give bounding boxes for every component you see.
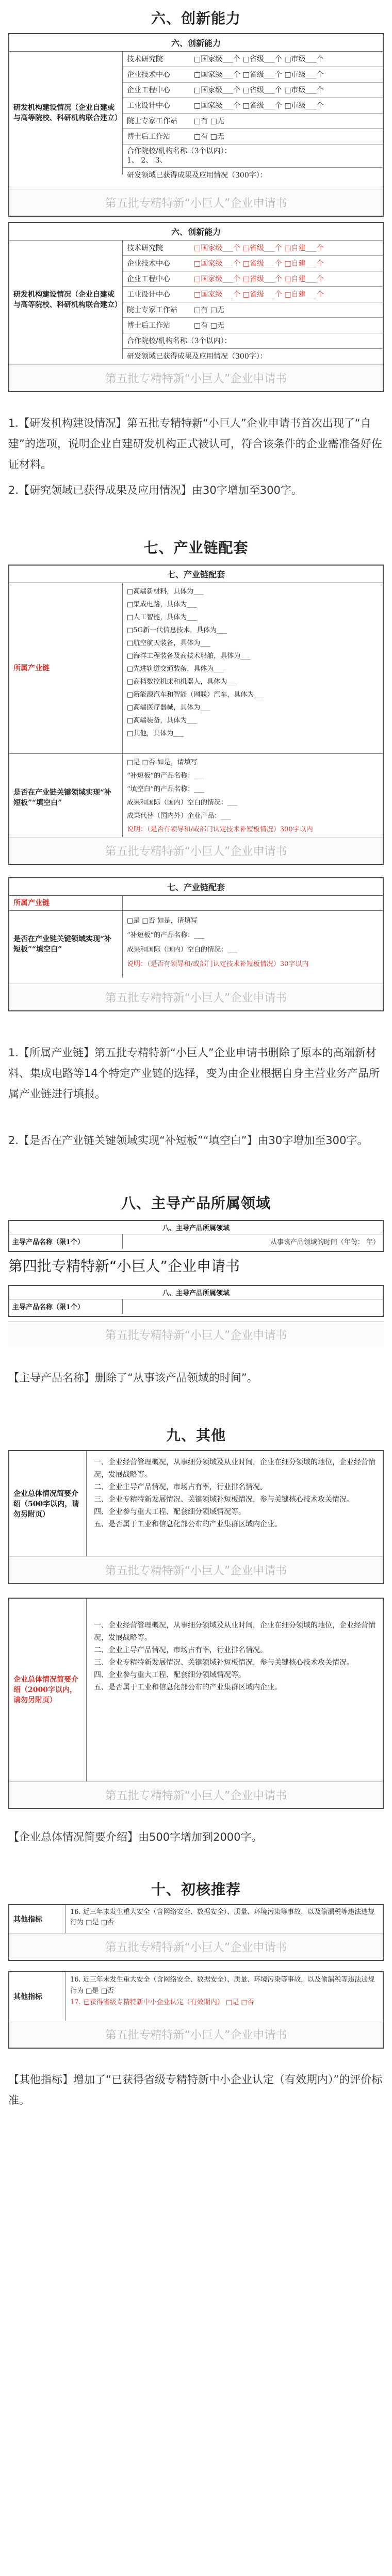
row-label: 企业总体情况简要介绍（500字以内，请勿另附页） xyxy=(9,1451,87,1557)
paragraph-other: 【企业总体情况简要介绍】由500字增加到2000字。 xyxy=(8,1831,263,1843)
indicator-choice: □是 □否 xyxy=(86,1987,114,1995)
intro-point: 四、企业参与重大工程、配套细分领域情况等。 xyxy=(94,1508,246,1516)
form-caption-fourth-batch: 第四批专精特新“小巨人”企业申请书 xyxy=(8,1258,240,1275)
section-title-other: 九、其他 xyxy=(166,1427,226,1444)
form-caption: 第五批专精特新“小巨人”企业申请书 xyxy=(9,1781,383,1808)
indicator-choice: □是 □否 xyxy=(86,1919,114,1926)
indicator-item: 16. 近三年未发生重大安全（含网络安全、数据安全）、质量、环境污染等事故，以及偷漏税等违法违规行为 xyxy=(70,1908,375,1926)
intro-point: 二、企业主导产品情况，市场占有率，行业排名情况。 xyxy=(94,1646,267,1654)
section-title-industry-chain: 七、产业链配套 xyxy=(143,539,249,556)
form-caption: 第五批专精特新“小巨人”企业申请书 xyxy=(9,837,383,864)
indicator-choice: □是 □否 xyxy=(225,1999,254,2006)
chain-text: 说明：（是否有领导和/或部门认定技术补短板情况）300字以内 xyxy=(127,826,313,833)
intro-point: 四、企业参与重大工程、配套细分领域情况等。 xyxy=(94,1671,246,1679)
row-label: 研发机构建设情况（企业自建或与高等院校、科研机构联合建立） xyxy=(9,240,123,359)
row-label: 所属产业链 xyxy=(9,896,123,910)
form-caption: 第五批专精特新“小巨人”企业申请书 xyxy=(9,1556,383,1583)
intro-point: 一、企业经营管理概况，从事细分领域及从业时间，企业在细分领域的地位，企业经营情况，发展战略等。 xyxy=(94,1458,375,1479)
form-row: 技术研究院 □国家级___个 □省级___个 □自建___个 xyxy=(123,240,383,256)
section-title-recommendation: 十、初核推荐 xyxy=(151,1881,241,1898)
form-row: 院士专家工作站 □有 □无 xyxy=(123,114,383,129)
chain-option: □先进轨道交通装备，具体为___ xyxy=(127,665,224,673)
chain-text: □是 □否 如是，请填写 xyxy=(127,759,198,766)
form-image-innovation-compare xyxy=(8,222,384,392)
row-label: 其他指标 xyxy=(9,1972,66,2022)
form-row: 工业设计中心 □国家级___个 □省级___个 □市级___个 xyxy=(123,98,383,114)
intro-point: 五、是否属于工业和信息化部公布的产业集群区域内企业。 xyxy=(94,1520,282,1528)
form-title: 六、创新能力 xyxy=(9,34,383,52)
row-label: 是否在产业链关键领域实现“补短板”“填空白” xyxy=(9,911,123,978)
chain-text: 成果和国际（国内）空白的情况：___ xyxy=(127,799,238,807)
row-value xyxy=(123,1299,383,1314)
form-row: 合作院校/机构名称（3个以内）： 1、 2、 3、 xyxy=(123,144,383,168)
form-row: 企业工程中心 □国家级___个 □省级___个 □自建___个 xyxy=(123,271,383,287)
paragraph-industry-chain-1: 1.【所属产业链】第五批专精特新“小巨人”企业申请书删除了原本的高端新材料、集成电路等14个特定产业链的选择，变为由企业根据自身主营业务产品所属产业链进行填报。 xyxy=(8,1046,380,1100)
chain-text: “补短板”的产品名称：___ xyxy=(127,931,204,939)
form-title: 七、产业链配套 xyxy=(9,878,383,896)
row-label: 其他指标 xyxy=(9,1905,66,1934)
chain-text: 成果代替（国内外）企业产品：___ xyxy=(127,812,231,820)
form-title: 八、主导产品所属领域 xyxy=(9,1286,383,1299)
form-title: 六、创新能力 xyxy=(9,223,383,240)
indicator-item-new: 17. 已获得省级专精特新中小企业认定（有效期内） xyxy=(70,1999,224,2006)
form-image-product-domain-old xyxy=(8,1220,384,1252)
row-label: 所属产业链 xyxy=(9,583,123,753)
paragraph-product-domain: 【主导产品名称】删除了“从事该产品领域的时间”。 xyxy=(8,1372,258,1384)
form-title: 八、主导产品所属领域 xyxy=(9,1221,383,1234)
row-label: 企业总体情况简要介绍（2000字以内，请勿另附页） xyxy=(9,1599,87,1781)
chain-option: □5G新一代信息技术，具体为___ xyxy=(127,626,227,634)
indicator-item: 16. 近三年未发生重大安全（含网络安全、数据安全）、质量、环境污染等事故，以及偷漏税等违法违规行为 xyxy=(70,1976,375,1995)
chain-option: □高端装备，具体为___ xyxy=(127,717,197,725)
form-image-other-new xyxy=(8,1450,384,1584)
form-row: 企业工程中心 □国家级___个 □省级___个 □市级___个 xyxy=(123,83,383,98)
form-caption: 第五批专精特新“小巨人”企业申请书 xyxy=(9,1933,383,1960)
row-value: 从事该产品领域的时间（年份： 年） xyxy=(270,1238,380,1246)
chain-text: □是 □否 如是，请填写 xyxy=(127,917,198,925)
form-title: 七、产业链配套 xyxy=(9,566,383,583)
row-label: 研发机构建设情况（企业自建或与高等院校、科研机构联合建立） xyxy=(9,52,123,174)
chain-option: □高档数控机床和机器人，具体为___ xyxy=(127,678,237,686)
form-row: 技术研究院 □国家级___个 □省级___个 □市级___个 xyxy=(123,52,383,67)
chain-option: □航空航天装备，具体为___ xyxy=(127,639,210,647)
chain-option: □其他，具体为___ xyxy=(127,730,184,737)
chain-option: □高端医疗器械，具体为___ xyxy=(127,704,210,712)
chain-text: “填空白”的产品名称：___ xyxy=(127,785,204,793)
section-title-product-domain: 八、主导产品所属领域 xyxy=(121,1195,271,1212)
form-row: 企业技术中心 □国家级___个 □省级___个 □自建___个 xyxy=(123,256,383,271)
chain-option: □集成电路，具体为___ xyxy=(127,601,197,608)
chain-option: □人工智能，具体为___ xyxy=(127,614,197,621)
section-title-innovation: 六、创新能力 xyxy=(151,10,241,27)
form-caption: 第五批专精特新“小巨人”企业申请书 xyxy=(9,984,383,1010)
form-row: 研发领域已获得成果及应用情况（300字）： xyxy=(127,352,267,361)
form-image-recommendation-old xyxy=(8,1904,384,1961)
form-caption: 第五批专精特新“小巨人”企业申请书 xyxy=(9,189,383,216)
row-label: 主导产品名称（限1个） xyxy=(9,1299,123,1314)
chain-option: □海洋工程装备及高技术船舶，具体为___ xyxy=(127,652,251,660)
form-row: 合作院校/机构名称（3个以内）： xyxy=(123,333,383,349)
form-row: 博士后工作站 □有 □无 xyxy=(123,129,383,144)
form-row: 企业技术中心 □国家级___个 □省级___个 □市级___个 xyxy=(123,67,383,83)
form-image-industry-chain-compare xyxy=(8,877,384,1011)
paragraph-recommendation: 【其他指标】增加了“已获得省级专精特新中小企业认定（有效期内）”的评价标准。 xyxy=(8,2073,383,2106)
chain-text: 成果和国际（国内）空白的情况：___ xyxy=(127,946,238,954)
form-row: 博士后工作站 □有 □无 xyxy=(123,318,383,333)
chain-text: 说明：（是否有领导和/或部门认定技术补短板情况）30字以内 xyxy=(127,960,309,968)
intro-point: 三、企业专精特新发展情况、关键领域补短板情况，参与关键核心技术攻关情况。 xyxy=(94,1495,354,1504)
chain-option: □高端新材料，具体为___ xyxy=(127,588,204,595)
row-label: 是否在产业链关键领域实现“补短板”“填空白” xyxy=(9,754,123,842)
paragraph-industry-chain-2: 2.【是否在产业链关键领域实现“补短板”“填空白”】由30字增加至300字。 xyxy=(8,1134,368,1147)
intro-point: 三、企业专精特新发展情况、关键领域补短板情况，参与关键核心技术攻关情况。 xyxy=(94,1659,354,1667)
form-row: 院士专家工作站 □有 □无 xyxy=(123,302,383,318)
paragraph-innovation-2: 2.【研究领域已获得成果及应用情况】由30字增加至300字。 xyxy=(8,484,302,496)
intro-point: 五、是否属于工业和信息化部公布的产业集群区域内企业。 xyxy=(94,1683,282,1692)
form-row: 研发领域已获得成果及应用情况（300字）： xyxy=(127,171,267,180)
form-image-product-domain-new xyxy=(8,1285,384,1317)
chain-text: “补短板”的产品名称：___ xyxy=(127,772,204,780)
form-caption: 第五批专精特新“小巨人”企业申请书 xyxy=(9,364,383,391)
form-image-recommendation-new xyxy=(8,1971,384,2049)
form-row: 工业设计中心 □国家级___个 □省级___个 □自建___个 xyxy=(123,287,383,302)
form-caption: 第五批专精特新“小巨人”企业申请书 xyxy=(9,2021,383,2048)
intro-point: 二、企业主导产品情况，市场占有率，行业排名情况。 xyxy=(94,1483,267,1491)
chain-option: □新能源汽车和智能（网联）汽车，具体为___ xyxy=(127,691,264,699)
row-label: 主导产品名称（限1个） xyxy=(9,1234,123,1249)
form-image-industry-chain-new xyxy=(8,565,384,865)
intro-point: 一、企业经营管理概况，从事细分领域及从业时间，企业在细分领域的地位，企业经营情况，发展战略等。 xyxy=(94,1621,375,1642)
paragraph-innovation-1: 1.【研发机构建设情况】第五批专精特新“小巨人”企业申请书首次出现了“自建”的选项，说明企业自建研发机构正式被认可，符合该条件的企业需准备好佐证材料。 xyxy=(8,417,382,471)
form-caption: 第五批专精特新“小巨人”企业申请书 xyxy=(8,1321,384,1348)
form-image-other-compare xyxy=(8,1598,384,1809)
form-image-innovation-new xyxy=(8,33,384,217)
